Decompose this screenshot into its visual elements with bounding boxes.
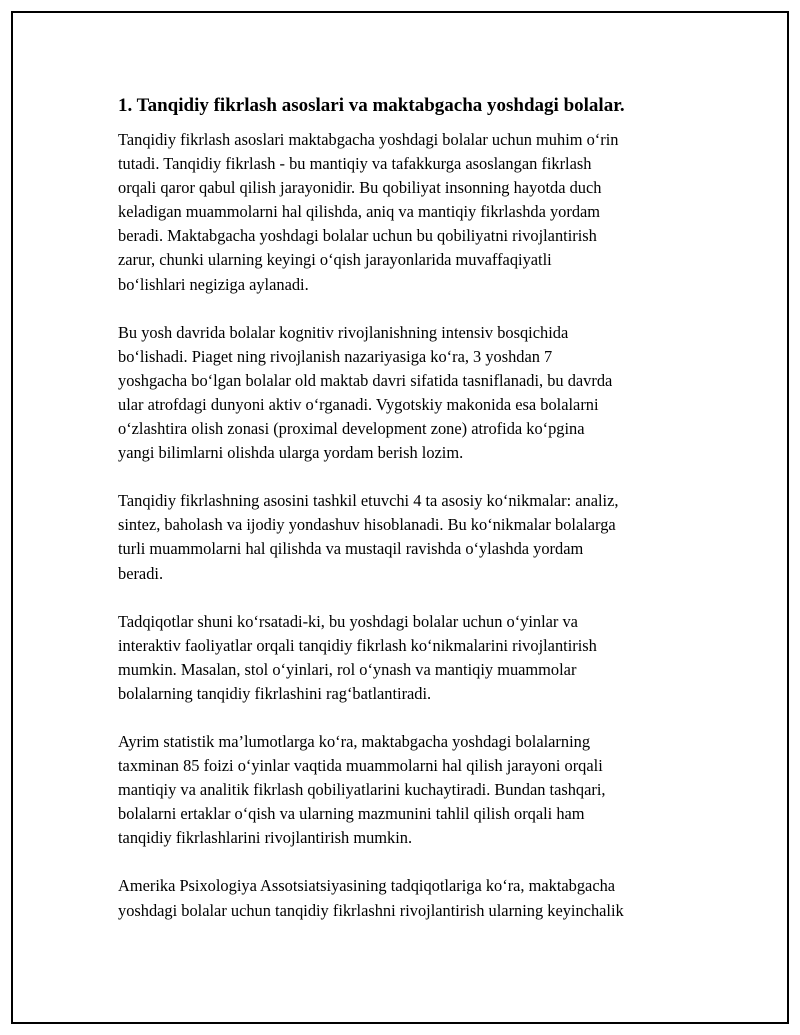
text-line: Tanqidiy fikrlashning asosini tashkil etuvchi 4 ta asosiy ko‘nikmalar: analiz,	[118, 491, 619, 511]
text-line: beradi. Maktabgacha yoshdagi bolalar uchun bu qobiliyatni rivojlantirish	[118, 226, 597, 246]
text-line: yangi bilimlarni olishda ularga yordam berish lozim.	[118, 443, 464, 463]
text-line: beradi.	[118, 563, 164, 583]
text-line: Bu yosh davrida bolalar kognitiv rivojlanishning intensiv bosqichida	[118, 322, 569, 342]
section-heading: 1. Tanqidiy fikrlash asoslari va maktabgacha yoshdagi bolalar.	[118, 95, 625, 116]
text-line: sintez, baholash va ijodiy yondashuv hisoblanadi. Bu ko‘nikmalar bolalarga	[118, 515, 616, 535]
paragraph	[118, 874, 688, 922]
paragraph	[118, 489, 688, 585]
text-line: bo‘lishadi. Piaget ning rivojlanish nazariyasiga ko‘ra, 3 yoshdan 7	[118, 346, 553, 366]
text-line: yoshgacha bo‘lgan bolalar old maktab davri sifatida tasniflanadi, bu davrda	[118, 370, 613, 390]
text-line: Tanqidiy fikrlash asoslari maktabgacha yoshdagi bolalar uchun muhim o‘rin	[118, 130, 619, 149]
text-line: turli muammolarni hal qilishda va mustaqil ravishda o‘ylashda yordam	[118, 539, 584, 559]
text-line: interaktiv faoliyatlar orqali tanqidiy fikrlash ko‘nikmalarini rivojlantirish	[118, 635, 597, 655]
text-line: bo‘lishlari negiziga aylanadi.	[118, 274, 309, 294]
text-line: orqali qaror qabul qilish jarayonidir. Bu qobiliyat insonning hayotda duch	[118, 178, 602, 198]
text-line: yoshdagi bolalar uchun tanqidiy fikrlashni rivojlantirish ularning keyinchalik	[118, 900, 624, 920]
paragraph	[118, 730, 688, 850]
document-body	[118, 93, 688, 947]
text-line: Amerika Psixologiya Assotsiatsiyasining tadqiqotlariga ko‘ra, maktabgacha	[118, 876, 616, 896]
text-line: mumkin. Masalan, stol o‘yinlari, rol o‘ynash va mantiqiy muammolar	[118, 659, 577, 679]
text-line: bolalarning tanqidiy fikrlashini rag‘batlantiradi.	[118, 683, 432, 703]
text-line: tanqidiy fikrlashlarini rivojlantirish mumkin.	[118, 828, 413, 848]
text-line: ular atrofdagi dunyoni aktiv o‘rganadi. Vygotskiy makonida esa bolalarni	[118, 394, 599, 414]
text-line: mantiqiy va analitik fikrlash qobiliyatlarini kuchaytiradi. Bundan tashqari,	[118, 780, 606, 800]
paragraph	[118, 610, 688, 706]
paragraph	[118, 128, 688, 297]
text-line: taxminan 85 foizi o‘yinlar vaqtida muammolarni hal qilish jarayoni orqali	[118, 756, 603, 776]
text-line: Tadqiqotlar shuni ko‘rsatadi-ki, bu yoshdagi bolalar uchun o‘yinlar va	[118, 611, 578, 631]
paragraph	[118, 321, 688, 466]
text-line: o‘zlashtira olish zonasi (proximal development zone) atrofida ko‘pgina	[118, 419, 585, 439]
text-line: tutadi. Tanqidiy fikrlash - bu mantiqiy va tafakkurga asoslangan fikrlash	[118, 154, 592, 174]
text-line: bolalarni ertaklar o‘qish va ularning mazmunini tahlil qilish orqali ham	[118, 804, 585, 824]
text-line: zarur, chunki ularning keyingi o‘qish jarayonlarida muvaffaqiyatli	[118, 250, 552, 270]
text-line: Ayrim statistik ma’lumotlarga ko‘ra, maktabgacha yoshdagi bolalarning	[118, 731, 591, 751]
text-line: keladigan muammolarni hal qilishda, aniq va mantiqiy fikrlashda yordam	[118, 202, 601, 222]
